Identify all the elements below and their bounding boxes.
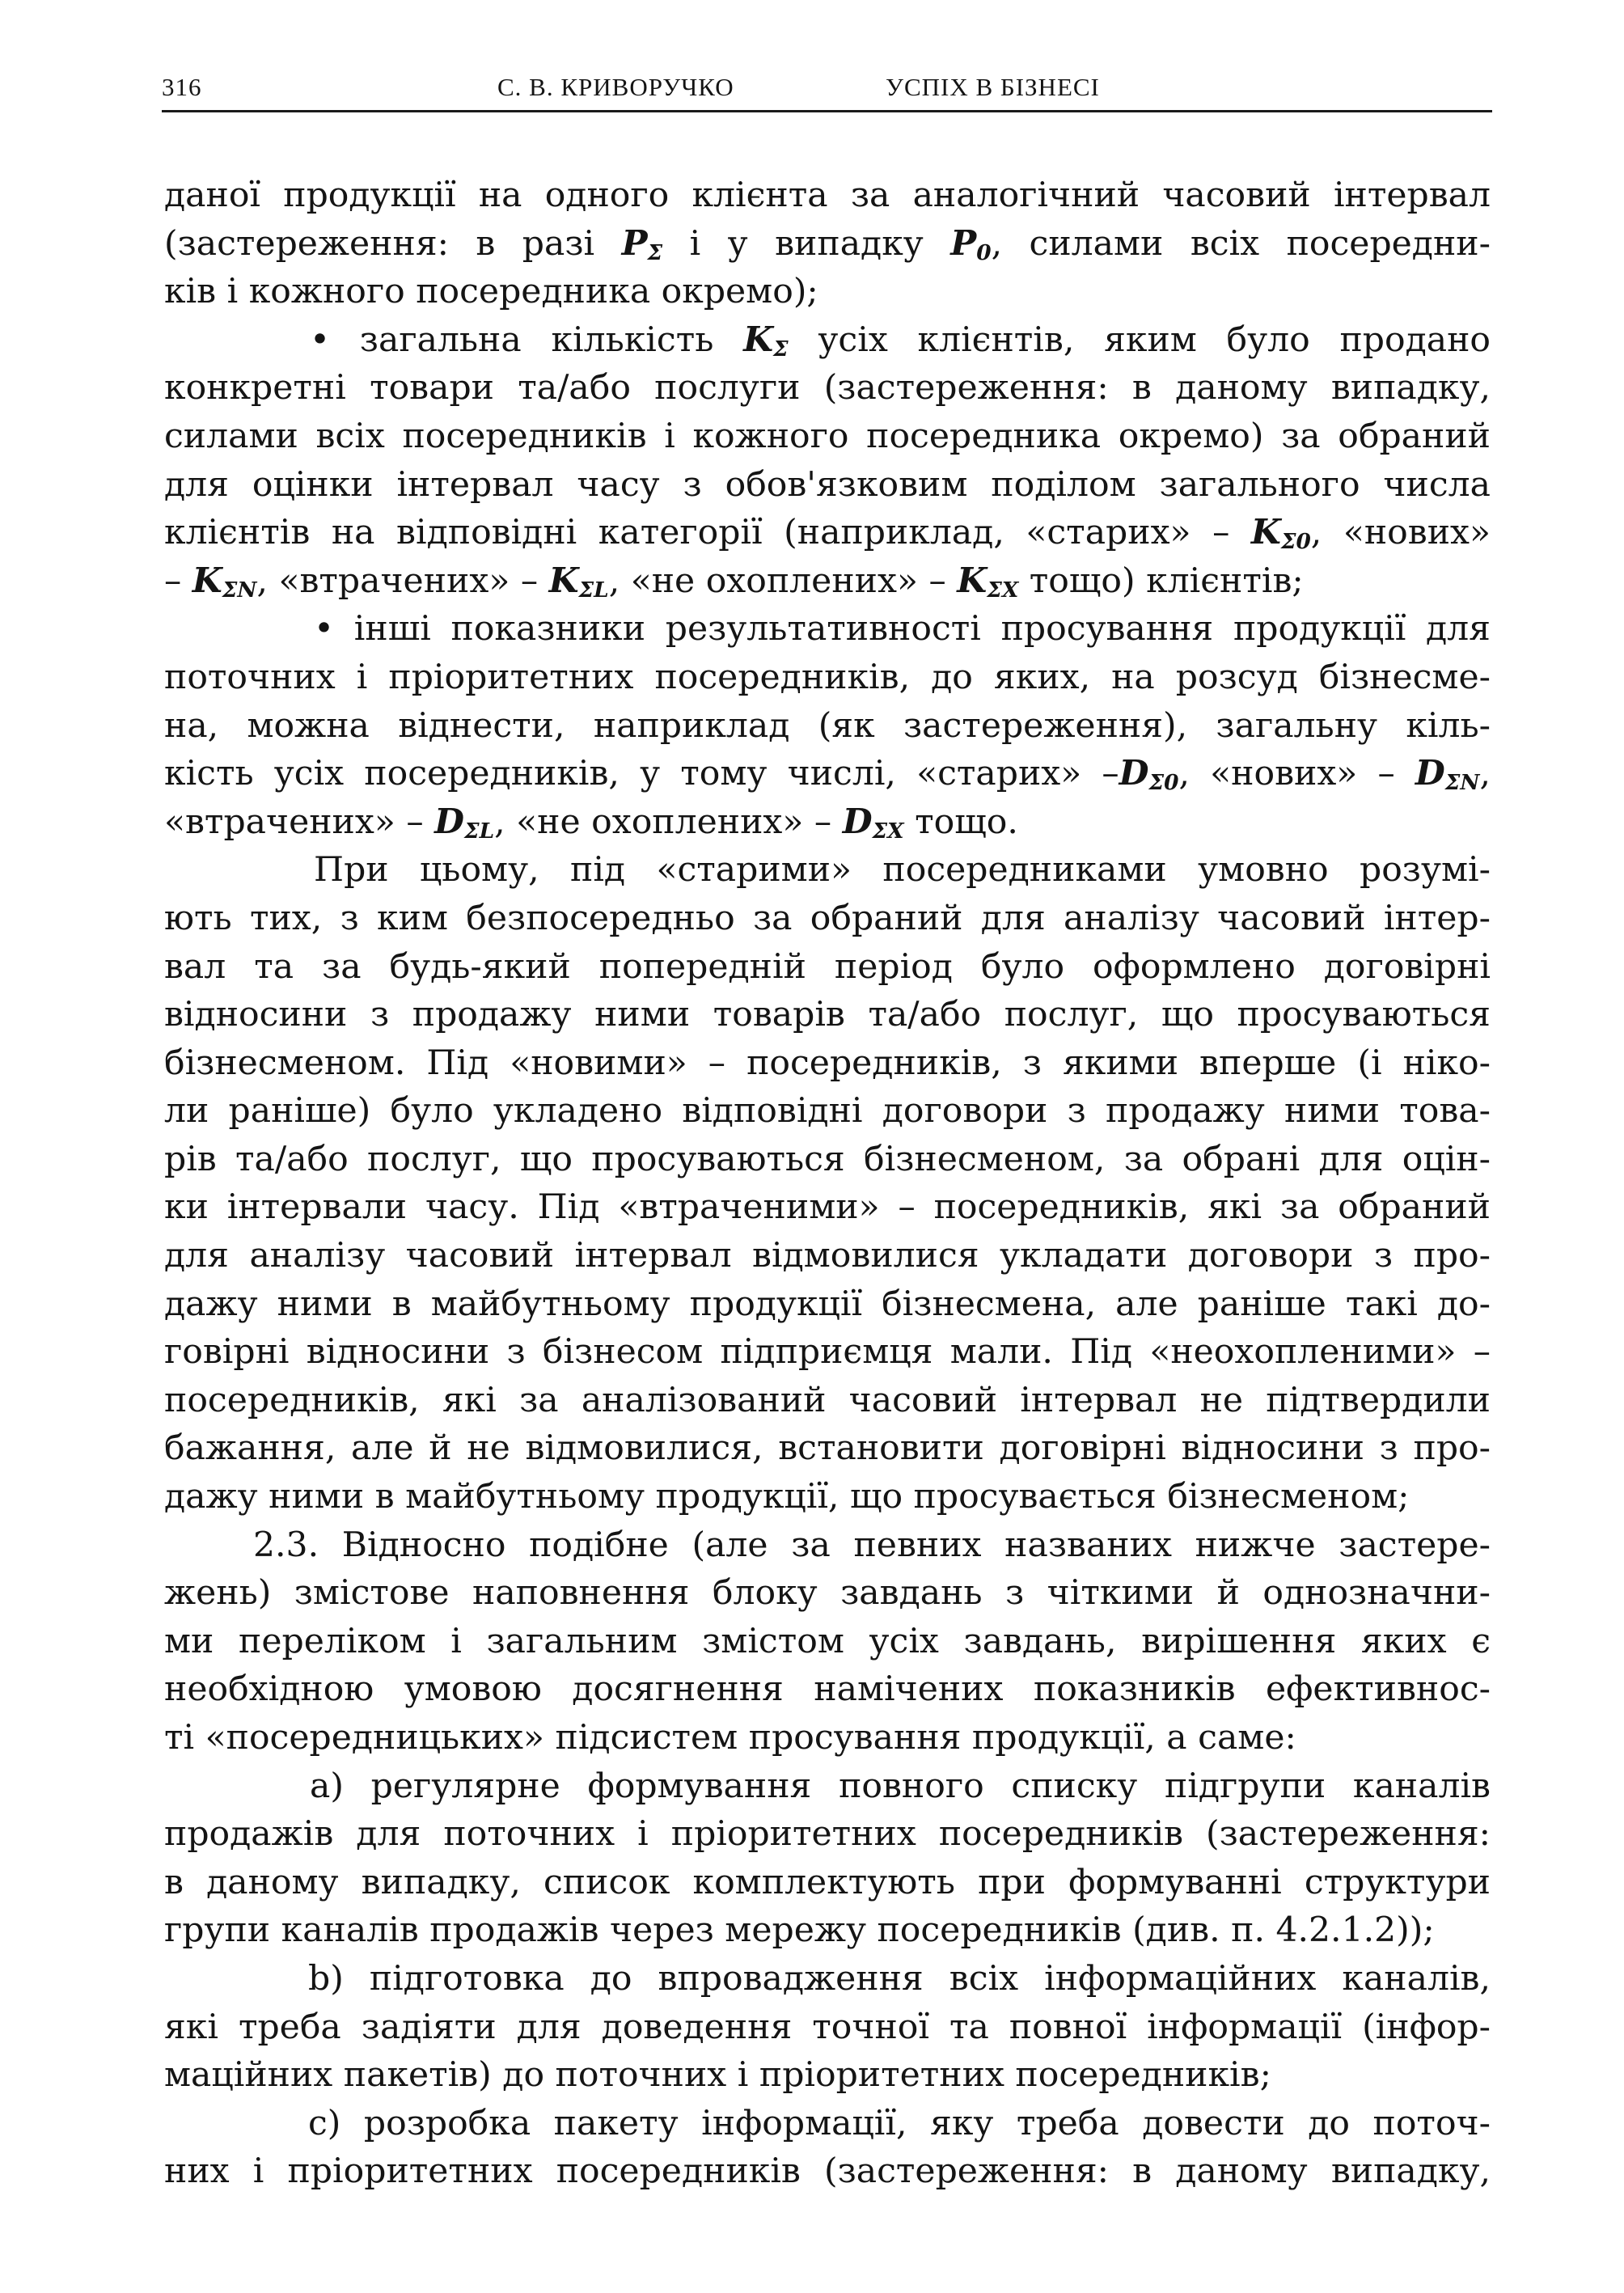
text-line: • загальна кількість $K_\Sigma$ усіх клієнтів, яким було продано [310,319,1491,362]
running-header [162,70,1492,112]
text-line: продажів для поточних і пріоритетних посередників (застереження: [164,1814,1491,1855]
text-line: які треба задіяти для доведення точної та повної інформації (інфор- [164,2007,1491,2047]
math-variable: $K_{\Sigma N}$ [192,560,257,603]
text-line: в даному випадку, список комплектують при формуванні структури [164,1862,1491,1902]
math-variable: $D_{\Sigma L}$ [434,801,495,844]
math-variable: $K_{\Sigma L}$ [548,560,609,603]
text-line: c) розробка пакету інформації, яку треба довести до поточ- [308,2103,1491,2143]
text-line: поточних і пріоритетних посередників, до яких, на розсуд бізнесме- [164,657,1491,697]
text-line: ми переліком і загальним змістом усіх завдань, вирішення яких є [164,1621,1491,1661]
math-variable: $D_{\Sigma N}$ [1415,753,1480,795]
text-line: ків і кожного посередника окремо); [164,272,818,312]
text-line: на, можна віднести, наприклад (як застереження), загальну кіль- [164,705,1491,746]
header-book-title: УСПІХ В БІЗНЕСІ [886,73,1100,101]
text-line: ки інтервали часу. Під «втраченими» – посередників, які за обраний [164,1187,1491,1228]
text-line: 2.3. Відносно подібне (але за певних названих нижче застере- [253,1525,1491,1565]
math-variable: $P_\Sigma$ [621,222,663,265]
text-line: ті «посередницьких» підсистем просування продукції, а саме: [164,1718,1296,1758]
text-line: бажання, але й не відмовилися, встановити договірні відносини з про- [164,1428,1491,1469]
text-line: а) регулярне формування повного списку підгрупи каналів [310,1766,1491,1806]
math-variable: $D_{\Sigma X}$ [842,801,904,844]
text-line: • інші показники результативності просування продукції для [314,609,1491,649]
text-line: дажу ними в майбутньому продукції бізнесмена, але раніше такі до- [164,1284,1491,1324]
math-variable: $D_{\Sigma 0}$ [1119,753,1179,795]
text-line: групи каналів продажів через мережу посередників (див. п. 4.2.1.2)); [164,1910,1435,1951]
text-line: бізнесменом. Під «новими» – посередників, з якими вперше (і ніко- [164,1043,1491,1083]
text-line: b) підготовка до впровадження всіх інформаційних каналів, [308,1958,1491,1999]
header-author: С. В. КРИВОРУЧКО [497,73,734,101]
text-line: дажу ними в майбутньому продукції, що просувається бізнесменом; [164,1477,1410,1517]
text-line: для оцінки інтервал часу з обов'язковим поділом загального числа [164,464,1491,505]
math-variable: $K_{\Sigma X}$ [957,560,1019,603]
text-line: (застереження: в разі $P_\Sigma$ і у випадку $P_0$, силами всіх посередни- [164,222,1491,265]
math-variable: $K_{\Sigma 0}$ [1250,512,1311,554]
text-line: ли раніше) було укладено відповідні договори з продажу ними това- [164,1091,1491,1132]
math-variable: $P_0$ [950,222,992,265]
text-line: необхідною умовою досягнення намічених показників ефективнос- [164,1669,1491,1710]
text-line: силами всіх посередників і кожного посередника окремо) за обраний [164,416,1491,456]
text-line: рів та/або послуг, що просуваються бізнесменом, за обрані для оцін- [164,1139,1491,1179]
text-line: говірні відносини з бізнесом підприємця мали. Під «неохопленими» – [164,1332,1491,1373]
text-line: кість усіх посередників, у тому числі, «старих» $-D_{\Sigma 0}$, «нових» – $D_{\Sigma N}$, [164,753,1491,795]
math-variable: $K_\Sigma$ [743,319,789,362]
text-line: них і пріоритетних посередників (застереження: в даному випадку, [164,2151,1491,2192]
text-line: При цьому, під «старими» посередниками умовно розумі- [314,850,1491,891]
page-number: 316 [162,73,202,101]
text-line: вал та за будь-який попередній період було оформлено договірні [164,946,1491,987]
text-line: конкретні товари та/або послуги (застереження: в даному випадку, [164,368,1491,408]
text-line: маційних пакетів) до поточних і пріоритетних посередників; [164,2055,1271,2096]
text-line: посередників, які за аналізований часовий інтервал не підтвердили [164,1380,1491,1420]
text-line: відносини з продажу ними товарів та/або послуг, що просуваються [164,995,1491,1035]
text-line: для аналізу часовий інтервал відмовилися укладати договори з про- [164,1236,1491,1276]
text-line: жень) змістове наповнення блоку завдань з чіткими й однозначни- [164,1573,1491,1614]
text-line: даної продукції на одного клієнта за аналогічний часовий інтервал [164,176,1491,215]
page-body-text [164,171,1491,2196]
text-line: ють тих, з ким безпосередньо за обраний для аналізу часовий інтер- [164,898,1491,938]
text-line: «втрачених» – $D_{\Sigma L}$, «не охоплених» – $D_{\Sigma X}$ тощо. [164,801,1018,844]
text-line: клієнтів на відповідні категорії (наприклад, «старих» – $K_{\Sigma 0}$, «нових» [164,512,1491,554]
text-line: – $K_{\Sigma N}$, «втрачених» – $K_{\Sigma L}$, «не охоплених» – $K_{\Sigma X}$ тощо) клієнтів; [164,560,1304,603]
